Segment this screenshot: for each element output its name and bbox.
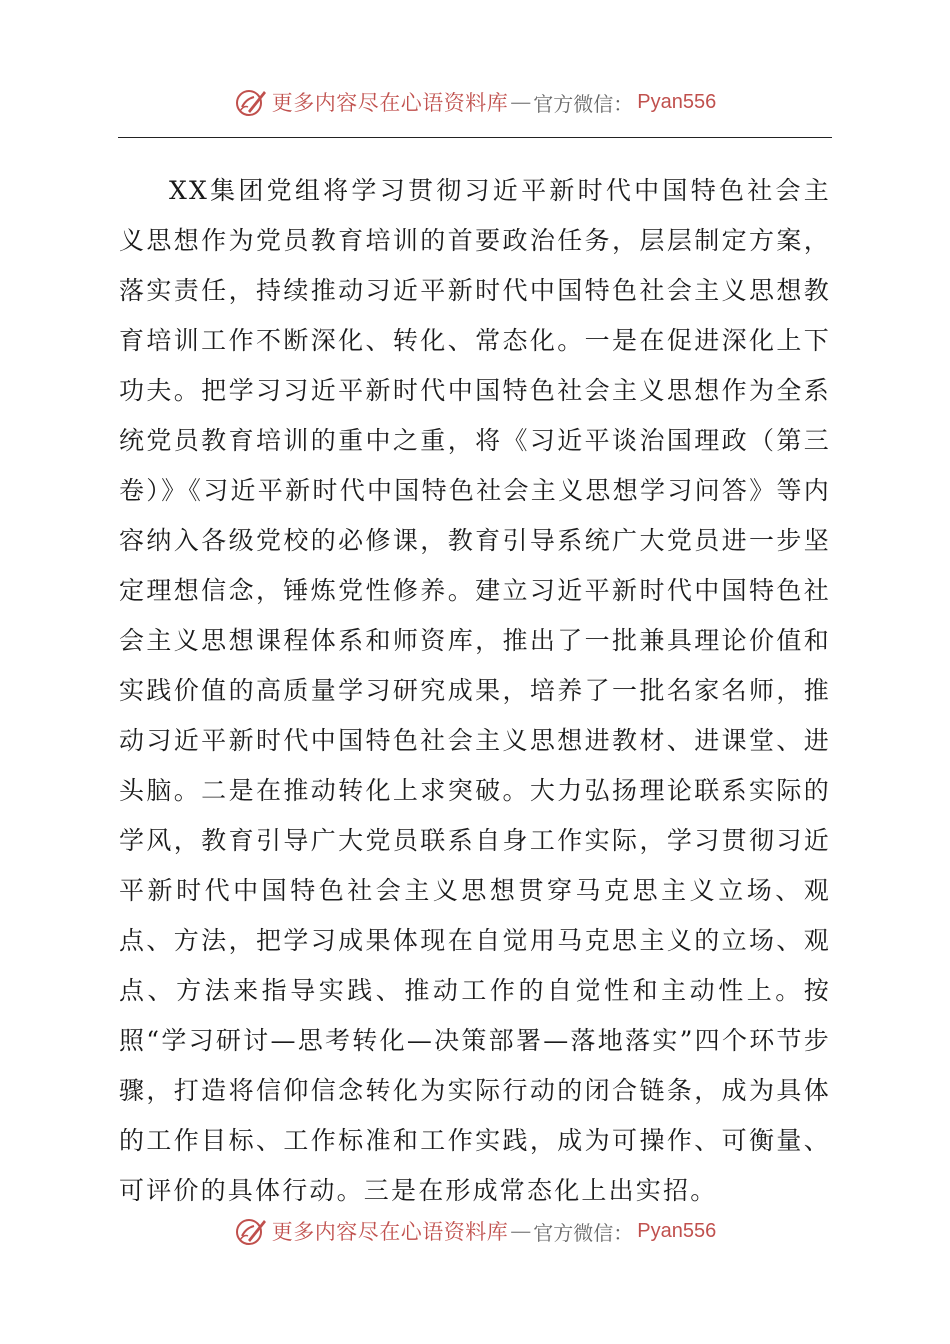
header-dash: — xyxy=(510,90,532,114)
header-divider xyxy=(118,137,832,138)
header-banner xyxy=(0,82,950,122)
header-wechat-label: 官方微信： xyxy=(533,91,634,116)
body-paragraph: XX集团党组将学习贯彻习近平新时代中国特色社会主义思想作为党员教育培训的首要政治任务，层层制定方案，落实责任，持续推动习近平新时代中国特色社会主义思想教育培训工作不断深化、转化、常态化。一是在促进深化上下功夫。把学习习近平新时代中国特色社会主义思想作为全系统党员教育培训的重中之重，将《习近平谈治国理政（第三卷）》《习近平新时代中国特色社会主义思想学习问答》等内容纳入各级党校的必修课，教育引导系统广大党员进一步坚定理想信念，锤炼党性修养。建立习近平新时代中国特色社会主义思想课程体系和师资库，推出了一批兼具理论价值和实践价值的高质量学习研究成果，培养了一批名家名师，推动习近平新时代中国特色社会主义思想进教材、进课堂、进头脑。二是在推动转化上求突破。大力弘扬理论联系实际的学风，教育引导广大党员联系自身工作实际，学习贯彻习近平新时代中国特色社会主义思想贯穿马克思主义立场、观点、方法，把学习成果体现在自觉用马克思主义的立场、观点、方法来指导实践、推动工作的自觉性和主动性上。按照“学习研讨—思考转化—决策部署—落地落实”四个环节步骤，打造将信仰信念转化为实际行动的闭合链条，成为具体的工作目标、工作标准和工作实践，成为可操作、可衡量、可评价的具体行动。三是在形成常态化上出实招。 xyxy=(119,176,831,1205)
footer-dash: — xyxy=(510,1219,532,1243)
header-wechat-id: Pyan556 xyxy=(637,90,717,113)
pen-nib-logo-icon xyxy=(234,85,268,119)
footer-banner xyxy=(0,1211,950,1251)
pen-nib-logo-icon xyxy=(234,1214,268,1248)
footer-site-text: 更多内容尽在心语资料库 xyxy=(271,1220,509,1244)
header-site-text: 更多内容尽在心语资料库 xyxy=(271,91,509,115)
footer-wechat-id: Pyan556 xyxy=(637,1219,717,1242)
footer-wechat-label: 官方微信： xyxy=(533,1220,634,1245)
